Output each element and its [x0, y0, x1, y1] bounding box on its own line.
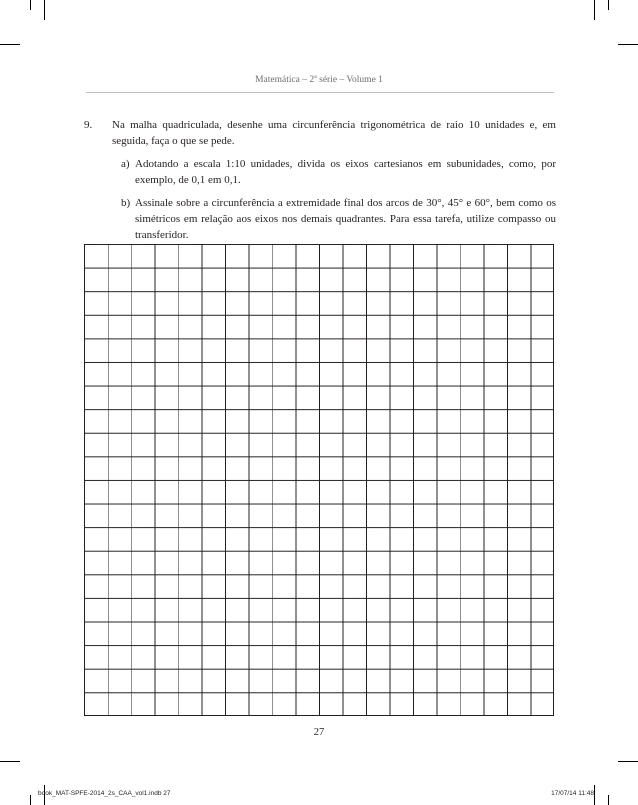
item-text: Assinale sobre a circunferência a extremidade final dos arcos de 30°, 45° e 60°, bem como os simétricos em relação aos eixos nos demais quadrantes. Para essa tarefa, utilize compasso ou transferidor.	[135, 197, 556, 241]
crop-mark	[594, 0, 595, 20]
question-9	[84, 117, 556, 243]
crop-mark	[618, 44, 638, 45]
header-divider	[86, 92, 554, 93]
crop-mark	[0, 761, 20, 762]
question-text: Na malha quadriculada, desenhe uma circunferência trigonométrica de raio 10 unidades e, em seguida, faça o que se pede.	[112, 119, 556, 147]
item-a	[121, 156, 556, 188]
page-header: Matemática – 2ª série – Volume 1	[255, 75, 383, 85]
square-grid[interactable]	[84, 244, 554, 716]
crop-mark	[608, 0, 609, 10]
crop-mark	[30, 0, 31, 10]
page-number: 27	[313, 727, 325, 738]
item-text: Adotando a escala 1:10 unidades, divida os eixos cartesianos em subunidades, como, por exemplo, de 0,1 em 0,1.	[135, 158, 556, 186]
crop-mark	[608, 795, 609, 805]
item-b	[121, 195, 556, 243]
item-label: a)	[121, 158, 130, 170]
item-label: b)	[121, 197, 131, 209]
crop-mark	[594, 785, 595, 805]
crop-mark	[44, 0, 45, 20]
footer-datetime: 17/07/14 11:48	[551, 790, 594, 797]
footer-file: book_MAT-SPFE-2014_2s_CAA_vol1.indb 27	[38, 790, 171, 797]
question-number: 9.	[84, 119, 93, 131]
crop-mark	[618, 761, 638, 762]
crop-mark	[0, 44, 20, 45]
crop-mark	[30, 795, 31, 805]
